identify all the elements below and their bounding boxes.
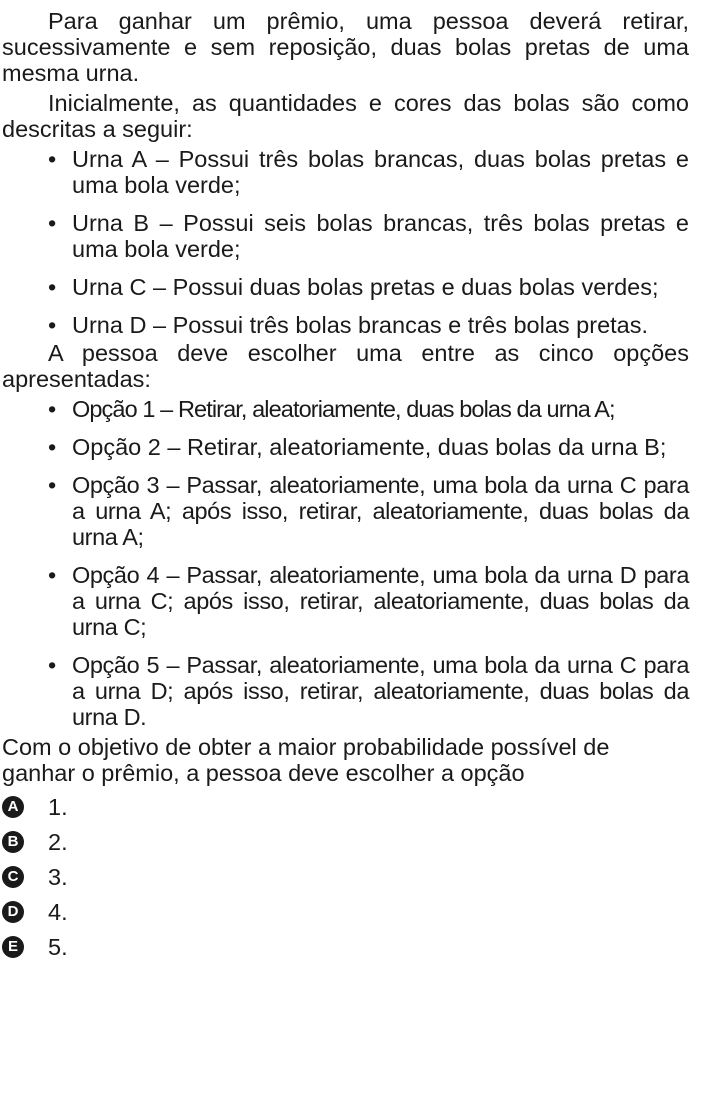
question-prompt: Com o objetivo de obter a maior probabilidade possível de ganhar o prêmio, a pessoa deve escolher a opção: [2, 734, 610, 786]
list-item: • Urna B – Possui seis bolas brancas, três bolas pretas e uma bola verde;: [48, 210, 689, 262]
answer-choices: [2, 794, 689, 960]
bullet-icon: •: [48, 652, 56, 678]
list-item: • Urna D – Possui três bolas brancas e três bolas pretas.: [48, 312, 649, 338]
urns-intro-paragraph: Inicialmente, as quantidades e cores das bolas são como descritas a seguir:: [2, 90, 689, 142]
answer-choice-d[interactable]: [2, 899, 689, 925]
answer-text: 3.: [48, 864, 68, 890]
letter-e-badge-icon: E: [2, 936, 24, 958]
options-intro-paragraph: A pessoa deve escolher uma entre as cinco opções apresentadas:: [2, 340, 689, 392]
bullet-icon: •: [48, 396, 56, 422]
list-item: • Opção 1 – Retirar, aleatoriamente, duas bolas da urna A;: [48, 396, 615, 422]
bullet-icon: •: [48, 472, 56, 498]
list-item: • Opção 4 – Passar, aleatoriamente, uma bola da urna D para a urna C; após isso, retirar, aleatoriamente, duas bolas da urna C;: [48, 562, 689, 640]
list-item: • Opção 5 – Passar, aleatoriamente, uma bola da urna C para a urna D; após isso, retirar, aleatoriamente, duas bolas da urna D.: [48, 652, 689, 730]
bullet-icon: •: [48, 146, 57, 172]
letter-a-badge-icon: A: [2, 796, 24, 818]
answer-choice-b[interactable]: [2, 829, 689, 855]
letter-b-badge-icon: B: [2, 831, 24, 853]
intro-paragraph: Para ganhar um prêmio, uma pessoa deverá retirar, sucessivamente e sem reposição, duas bolas pretas de uma mesma urna.: [2, 8, 689, 86]
option-list: [2, 396, 689, 730]
answer-text: 1.: [48, 794, 68, 820]
list-item: • Urna C – Possui duas bolas pretas e duas bolas verdes;: [48, 274, 659, 300]
bullet-icon: •: [48, 274, 57, 300]
letter-c-badge-icon: C: [2, 866, 24, 888]
answer-choice-e[interactable]: [2, 934, 689, 960]
bullet-icon: •: [48, 312, 57, 338]
list-item: • Opção 2 – Retirar, aleatoriamente, duas bolas da urna B;: [48, 434, 667, 460]
letter-d-badge-icon: D: [2, 901, 24, 923]
bullet-icon: •: [48, 434, 57, 460]
bullet-icon: •: [48, 210, 57, 236]
urn-list: [2, 146, 689, 338]
list-item: • Opção 3 – Passar, aleatoriamente, uma bola da urna C para a urna A; após isso, retirar, aleatoriamente, duas bolas da urna A;: [48, 472, 689, 550]
list-item: • Urna A – Possui três bolas brancas, duas bolas pretas e uma bola verde;: [48, 146, 689, 198]
answer-text: 5.: [48, 934, 68, 960]
answer-choice-a[interactable]: [2, 794, 689, 820]
bullet-icon: •: [48, 562, 56, 588]
answer-text: 2.: [48, 829, 68, 855]
answer-choice-c[interactable]: [2, 864, 689, 890]
answer-text: 4.: [48, 899, 68, 925]
